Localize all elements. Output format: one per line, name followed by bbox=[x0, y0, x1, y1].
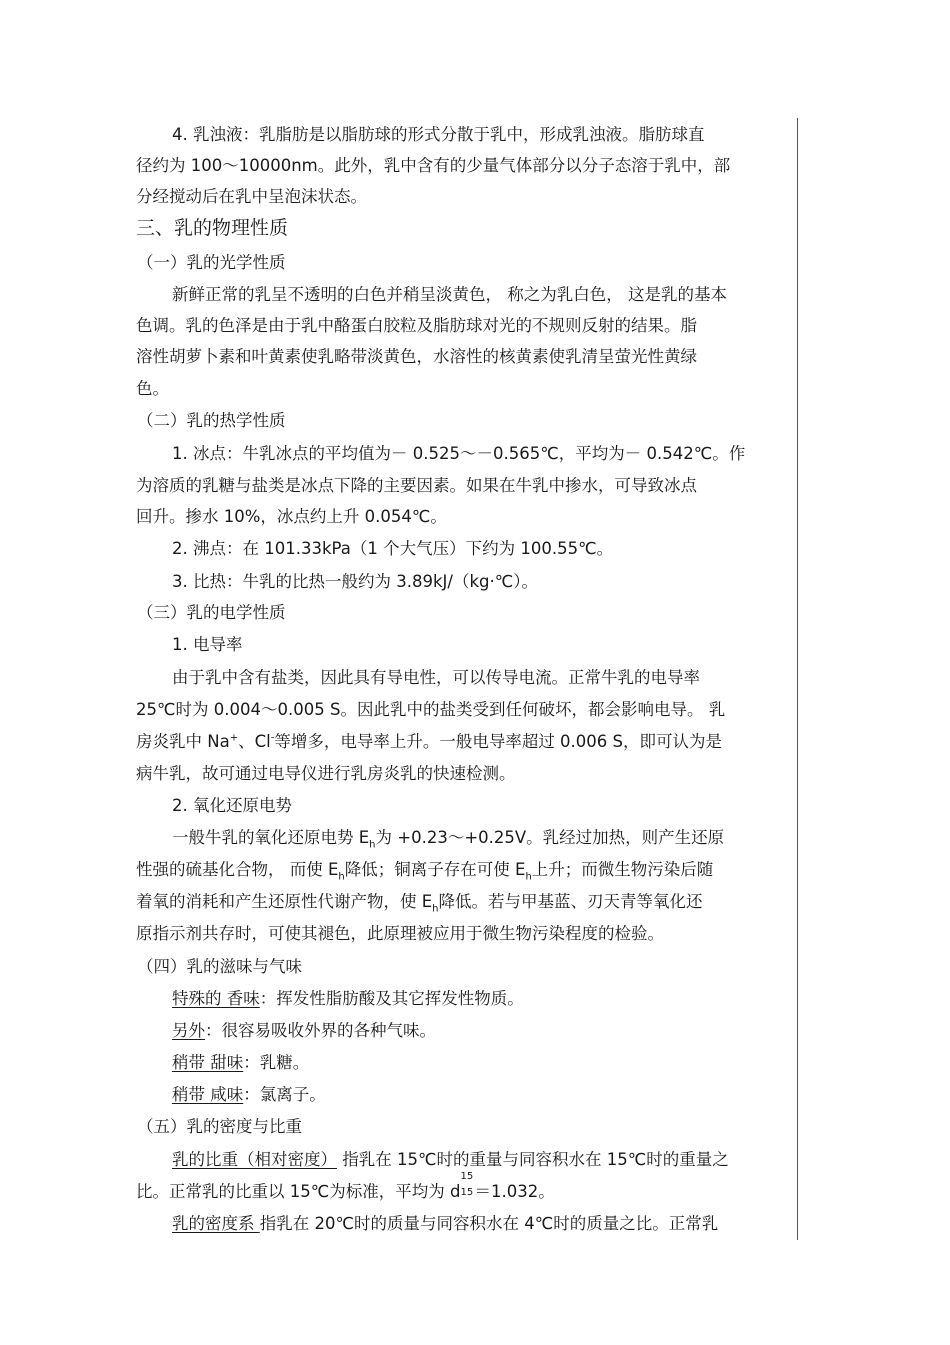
paragraph-line: 1. 冰点：牛乳冰点的平均值为－ 0.525～－0.565℃，平均为－ 0.542℃。作 bbox=[172, 444, 746, 463]
text-run: 为 +0.23～+0.25V。乳经过加热，则产生还原 bbox=[375, 828, 725, 847]
underlined-term: 另外 bbox=[172, 1021, 205, 1040]
paragraph-line: 溶性胡萝卜素和叶黄素使乳略带淡黄色，水溶性的核黄素使乳清呈萤光性黄绿 bbox=[136, 347, 697, 366]
text-run: ：很容易吸收外界的各种气味。 bbox=[205, 1021, 436, 1040]
paragraph-line bbox=[172, 1052, 309, 1074]
paragraph-line bbox=[172, 827, 724, 849]
paragraph-line: 为溶质的乳糖与盐类是冰点下降的主要因素。如果在牛乳中掺水，可导致冰点 bbox=[136, 476, 697, 495]
underlined-term: 乳的比重（相对密度） bbox=[172, 1150, 337, 1169]
paragraph-line: 3. 比热：牛乳的比热一般约为 3.89kJ/（kg·℃）。 bbox=[172, 572, 539, 591]
subsection-heading: （四）乳的滋味与气味 bbox=[137, 957, 302, 976]
paragraph-line bbox=[136, 731, 722, 753]
text-run: 着氧的消耗和产生还原性代谢产物，使 E bbox=[136, 892, 433, 911]
paragraph-line bbox=[172, 1020, 436, 1042]
text-run: 指乳在 20℃时的质量与同容积水在 4℃时的质量之比。正常乳 bbox=[259, 1214, 719, 1233]
underlined-term: 特殊的 香味 bbox=[172, 989, 260, 1008]
text-run: 指乳在 15℃时的重量与同容积水在 15℃时的重量之 bbox=[337, 1150, 729, 1169]
superscript: 15 bbox=[460, 1171, 474, 1182]
paragraph-line bbox=[136, 891, 703, 913]
paragraph-line: 25℃时为 0.004～0.005 S。因此乳中的盐类受到任何破坏，都会影响电导。 乳 bbox=[136, 700, 726, 719]
text-run: ＝1.032。 bbox=[474, 1182, 555, 1201]
text-run: ：氯离子。 bbox=[243, 1085, 326, 1104]
subsection-heading: （五）乳的密度与比重 bbox=[137, 1117, 302, 1136]
subscript: 15 bbox=[460, 1187, 474, 1198]
list-heading: 2. 氧化还原电势 bbox=[172, 796, 292, 815]
paragraph-line: 回升。掺水 10%，冰点约上升 0.054℃。 bbox=[136, 507, 447, 526]
paragraph-line: 径约为 100～10000nm。此外，乳中含有的少量气体部分以分子态溶于乳中，部 bbox=[136, 156, 731, 175]
text-run: 等增多，电导率上升。一般电导率超过 0.006 S，即可认为是 bbox=[274, 732, 723, 751]
subscript: h bbox=[369, 839, 376, 851]
paragraph-line bbox=[172, 988, 524, 1010]
text-run: 降低；铜离子存在可使 E bbox=[344, 860, 526, 879]
superscript: + bbox=[229, 732, 239, 744]
paragraph-line: 色调。乳的色泽是由于乳中酪蛋白胶粒及脂肪球对光的不规则反射的结果。脂 bbox=[136, 316, 697, 335]
underlined-term: 稍带 咸味 bbox=[172, 1085, 244, 1104]
paragraph-line: 原指示剂共存时，可使其褪色，此原理被应用于微生物污染程度的检验。 bbox=[136, 924, 664, 943]
underlined-term: 乳的密度系 bbox=[172, 1214, 260, 1233]
superscript: - bbox=[270, 732, 275, 744]
text-run: 比。正常乳的比重以 15℃为标准，平均为 d bbox=[136, 1182, 461, 1201]
subsection-heading: （二）乳的热学性质 bbox=[137, 411, 286, 430]
paragraph-line bbox=[172, 1213, 718, 1235]
paragraph-line bbox=[172, 1149, 729, 1171]
text-run: 一般牛乳的氧化还原电势 E bbox=[172, 828, 370, 847]
paragraph-line: 病牛乳，故可通过电导仪进行乳房炎乳的快速检测。 bbox=[136, 764, 516, 783]
text-run: ：挥发性脂肪酸及其它挥发性物质。 bbox=[259, 989, 524, 1008]
text-run: 降低。若与甲基蓝、刃天青等氧化还 bbox=[438, 892, 703, 911]
text-run: ：乳糖。 bbox=[243, 1053, 310, 1072]
section-heading: 三、乳的物理性质 bbox=[136, 217, 289, 239]
paragraph-line: 4. 乳浊液：乳脂肪是以脂肪球的形式分散于乳中，形成乳浊液。脂肪球直 bbox=[172, 125, 705, 144]
text-run: 性强的硫基化合物， 而使 E bbox=[136, 860, 339, 879]
text-run: 、Cl bbox=[238, 732, 271, 751]
text-run: 上升；而微生物污染后随 bbox=[531, 860, 714, 879]
paragraph-line: 色。 bbox=[136, 379, 169, 398]
paragraph-line bbox=[172, 1084, 326, 1106]
text-run: 房炎乳中 Na bbox=[136, 732, 230, 751]
subscript: h bbox=[338, 871, 345, 883]
paragraph-line: 由于乳中含有盐类，因此具有导电性，可以传导电流。正常牛乳的电导率 bbox=[172, 668, 700, 687]
density-notation bbox=[460, 1171, 475, 1198]
paragraph-line bbox=[136, 859, 713, 881]
paragraph-line: 2. 沸点：在 101.33kPa（1 个大气压）下约为 100.55℃。 bbox=[172, 539, 614, 558]
subscript: h bbox=[525, 871, 532, 883]
subsection-heading: （三）乳的电学性质 bbox=[137, 603, 286, 622]
paragraph-line: 新鲜正常的乳呈不透明的白色并稍呈淡黄色， 称之为乳白色， 这是乳的基本 bbox=[172, 285, 727, 304]
paragraph-line bbox=[136, 1171, 555, 1203]
paragraph-line: 分经搅动后在乳中呈泡沫状态。 bbox=[136, 187, 367, 206]
right-border-rule bbox=[797, 118, 798, 1240]
underlined-term: 稍带 甜味 bbox=[172, 1053, 244, 1072]
list-heading: 1. 电导率 bbox=[172, 635, 243, 654]
subsection-heading: （一）乳的光学性质 bbox=[137, 253, 286, 272]
subscript: h bbox=[432, 903, 439, 915]
